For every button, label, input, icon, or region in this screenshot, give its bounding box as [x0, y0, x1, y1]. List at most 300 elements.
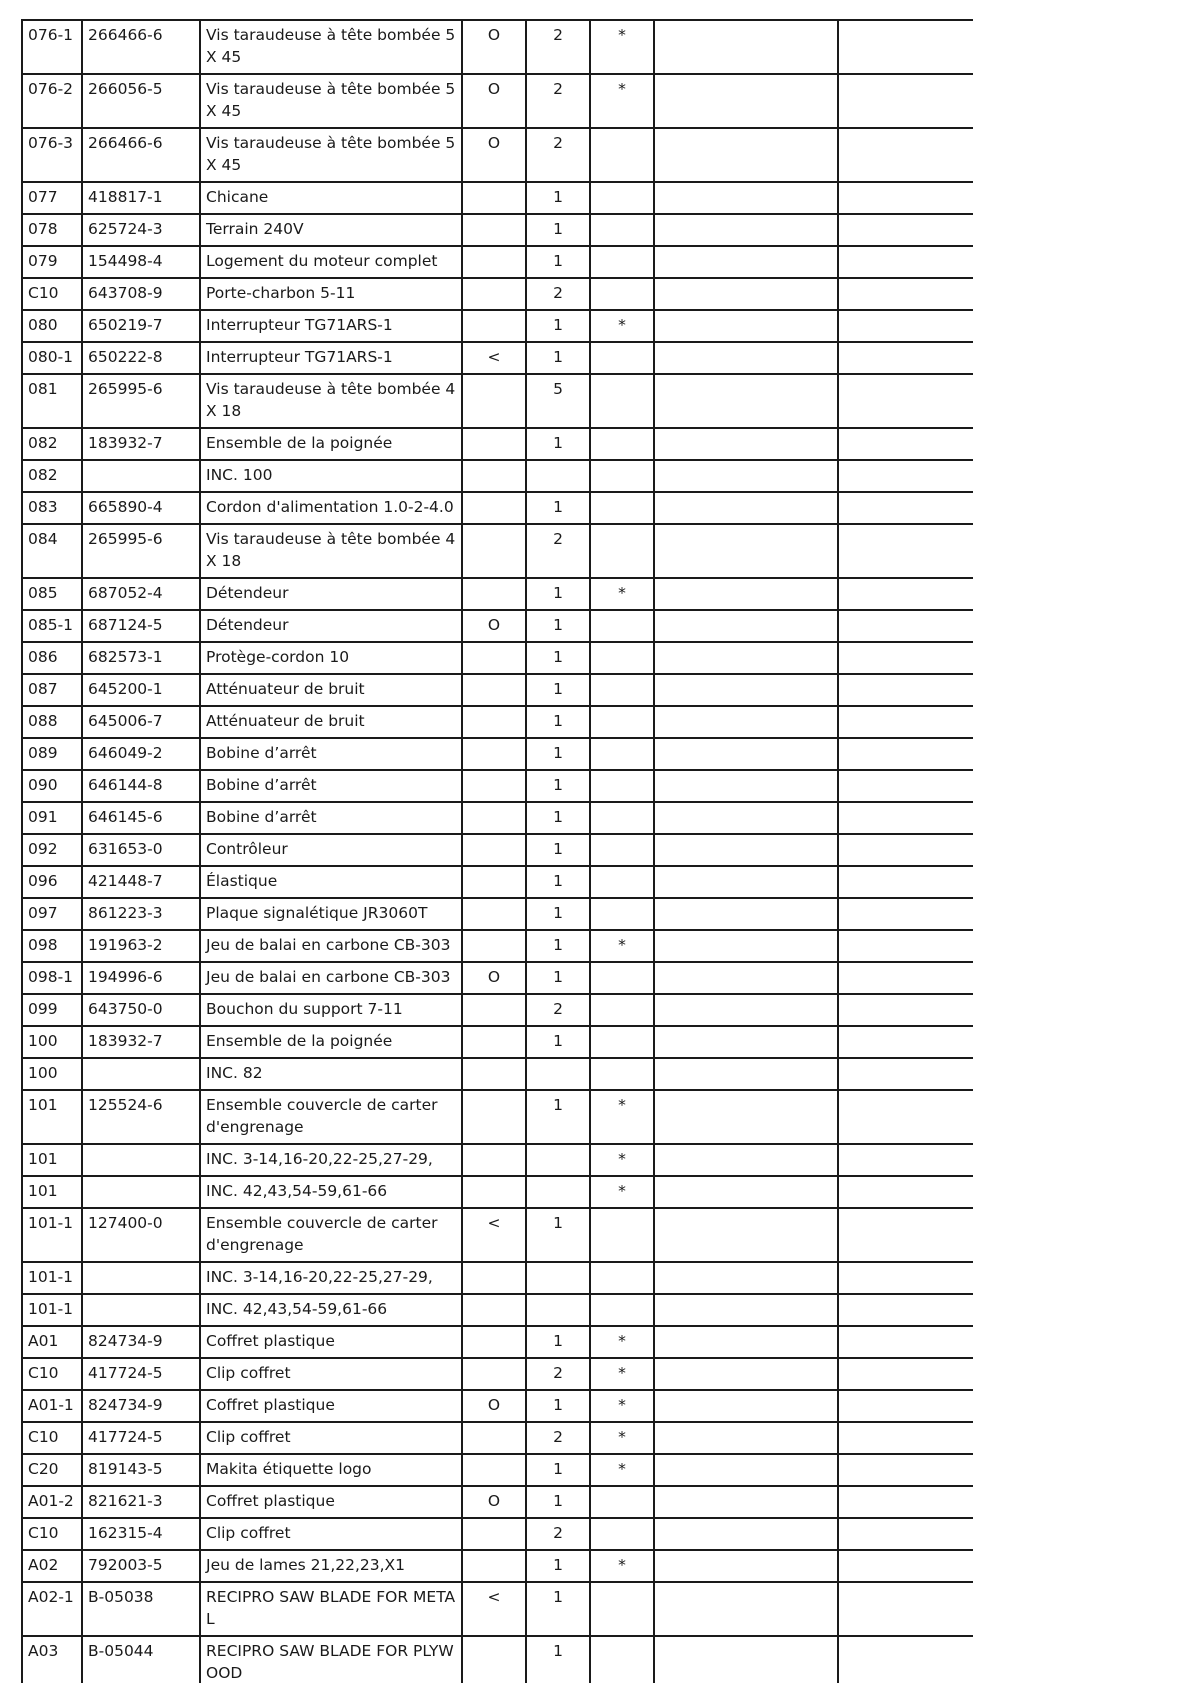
cell-quantity: 1	[526, 492, 590, 524]
cell-quantity: 1	[526, 428, 590, 460]
cell-empty-column-1	[654, 460, 838, 492]
cell-flag	[590, 1058, 654, 1090]
cell-flag	[590, 898, 654, 930]
cell-note-mark	[462, 738, 526, 770]
cell-note-mark	[462, 898, 526, 930]
cell-item-number: 096	[22, 866, 82, 898]
cell-note-mark	[462, 1358, 526, 1390]
cell-item-number: A02-1	[22, 1582, 82, 1636]
cell-part-number: 631653-0	[82, 834, 200, 866]
cell-flag: *	[590, 1550, 654, 1582]
cell-item-number: 101-1	[22, 1262, 82, 1294]
cell-flag	[590, 1486, 654, 1518]
cell-flag	[590, 1518, 654, 1550]
cell-empty-column-2	[838, 578, 973, 610]
cell-item-number: C10	[22, 1518, 82, 1550]
cell-description: Terrain 240V	[200, 214, 462, 246]
cell-item-number: 077	[22, 182, 82, 214]
cell-part-number: 266466-6	[82, 20, 200, 74]
cell-note-mark: O	[462, 20, 526, 74]
cell-item-number: 099	[22, 994, 82, 1026]
table-row	[22, 214, 973, 246]
cell-part-number: 687052-4	[82, 578, 200, 610]
cell-part-number: 625724-3	[82, 214, 200, 246]
cell-description: Interrupteur TG71ARS-1	[200, 310, 462, 342]
cell-empty-column-2	[838, 492, 973, 524]
cell-flag	[590, 524, 654, 578]
cell-note-mark	[462, 460, 526, 492]
cell-quantity: 1	[526, 1208, 590, 1262]
cell-item-number: 100	[22, 1058, 82, 1090]
cell-part-number: 125524-6	[82, 1090, 200, 1144]
cell-quantity: 1	[526, 770, 590, 802]
cell-flag: *	[590, 1326, 654, 1358]
cell-empty-column-1	[654, 182, 838, 214]
cell-empty-column-1	[654, 642, 838, 674]
cell-note-mark	[462, 1026, 526, 1058]
cell-flag: *	[590, 310, 654, 342]
cell-flag: *	[590, 1144, 654, 1176]
cell-description: Protège-cordon 10	[200, 642, 462, 674]
cell-part-number: B-05038	[82, 1582, 200, 1636]
cell-flag	[590, 834, 654, 866]
cell-empty-column-1	[654, 610, 838, 642]
cell-empty-column-1	[654, 1582, 838, 1636]
cell-empty-column-1	[654, 1454, 838, 1486]
cell-part-number: 417724-5	[82, 1422, 200, 1454]
cell-empty-column-1	[654, 214, 838, 246]
cell-item-number: 091	[22, 802, 82, 834]
table-row	[22, 1090, 973, 1144]
cell-item-number: 098	[22, 930, 82, 962]
cell-quantity: 1	[526, 310, 590, 342]
cell-description: Ensemble de la poignée	[200, 1026, 462, 1058]
cell-empty-column-2	[838, 1582, 973, 1636]
cell-empty-column-2	[838, 962, 973, 994]
cell-part-number: 792003-5	[82, 1550, 200, 1582]
cell-flag	[590, 428, 654, 460]
cell-note-mark	[462, 310, 526, 342]
cell-quantity: 1	[526, 214, 590, 246]
cell-item-number: 080	[22, 310, 82, 342]
cell-flag	[590, 994, 654, 1026]
cell-part-number: 646144-8	[82, 770, 200, 802]
cell-empty-column-2	[838, 428, 973, 460]
cell-flag	[590, 674, 654, 706]
cell-empty-column-1	[654, 962, 838, 994]
cell-flag	[590, 1262, 654, 1294]
cell-description: Bobine d’arrêt	[200, 738, 462, 770]
cell-empty-column-1	[654, 1144, 838, 1176]
cell-description: Coffret plastique	[200, 1326, 462, 1358]
cell-empty-column-2	[838, 1422, 973, 1454]
cell-part-number: 650219-7	[82, 310, 200, 342]
cell-quantity	[526, 1294, 590, 1326]
table-row	[22, 374, 973, 428]
cell-empty-column-2	[838, 278, 973, 310]
cell-description: Vis taraudeuse à tête bombée 4X 18	[200, 524, 462, 578]
cell-empty-column-1	[654, 1422, 838, 1454]
cell-quantity: 2	[526, 128, 590, 182]
cell-note-mark	[462, 994, 526, 1026]
cell-note-mark: O	[462, 610, 526, 642]
table-row	[22, 770, 973, 802]
cell-note-mark	[462, 1326, 526, 1358]
cell-item-number: 078	[22, 214, 82, 246]
cell-flag	[590, 866, 654, 898]
cell-empty-column-1	[654, 1262, 838, 1294]
cell-quantity	[526, 460, 590, 492]
table-row	[22, 674, 973, 706]
cell-empty-column-1	[654, 1636, 838, 1683]
cell-description: INC. 82	[200, 1058, 462, 1090]
cell-empty-column-2	[838, 1176, 973, 1208]
cell-note-mark	[462, 674, 526, 706]
cell-item-number: C20	[22, 1454, 82, 1486]
cell-description: Contrôleur	[200, 834, 462, 866]
cell-quantity: 1	[526, 898, 590, 930]
cell-description: Ensemble couvercle de carter d'engrenage	[200, 1090, 462, 1144]
cell-item-number: 076-2	[22, 74, 82, 128]
cell-note-mark	[462, 770, 526, 802]
cell-flag: *	[590, 578, 654, 610]
cell-empty-column-1	[654, 770, 838, 802]
cell-empty-column-1	[654, 578, 838, 610]
cell-item-number: 100	[22, 1026, 82, 1058]
cell-empty-column-2	[838, 834, 973, 866]
table-row	[22, 342, 973, 374]
cell-item-number: 101	[22, 1090, 82, 1144]
cell-quantity: 1	[526, 1390, 590, 1422]
cell-quantity: 1	[526, 866, 590, 898]
cell-quantity: 1	[526, 930, 590, 962]
cell-part-number: 665890-4	[82, 492, 200, 524]
cell-empty-column-1	[654, 738, 838, 770]
table-row	[22, 1486, 973, 1518]
cell-empty-column-1	[654, 802, 838, 834]
cell-part-number	[82, 1176, 200, 1208]
cell-part-number	[82, 1294, 200, 1326]
cell-note-mark: <	[462, 1582, 526, 1636]
cell-item-number: A01-2	[22, 1486, 82, 1518]
cell-empty-column-2	[838, 1518, 973, 1550]
cell-part-number: 265995-6	[82, 374, 200, 428]
table-row	[22, 278, 973, 310]
cell-description: Logement du moteur complet	[200, 246, 462, 278]
cell-part-number: 418817-1	[82, 182, 200, 214]
cell-note-mark: O	[462, 128, 526, 182]
cell-empty-column-1	[654, 1518, 838, 1550]
cell-item-number: A01-1	[22, 1390, 82, 1422]
cell-description: RECIPRO SAW BLADE FOR PLYWOOD	[200, 1636, 462, 1683]
cell-flag	[590, 1026, 654, 1058]
cell-part-number: 821621-3	[82, 1486, 200, 1518]
cell-note-mark	[462, 1294, 526, 1326]
table-row	[22, 1326, 973, 1358]
cell-flag	[590, 1636, 654, 1683]
cell-item-number: A03	[22, 1636, 82, 1683]
cell-item-number: 081	[22, 374, 82, 428]
cell-description: Coffret plastique	[200, 1390, 462, 1422]
cell-item-number: 101	[22, 1176, 82, 1208]
cell-note-mark: <	[462, 1208, 526, 1262]
cell-flag: *	[590, 1454, 654, 1486]
cell-quantity: 1	[526, 182, 590, 214]
cell-quantity	[526, 1176, 590, 1208]
cell-part-number: 650222-8	[82, 342, 200, 374]
cell-description: INC. 100	[200, 460, 462, 492]
cell-empty-column-1	[654, 994, 838, 1026]
cell-description: Élastique	[200, 866, 462, 898]
cell-empty-column-2	[838, 642, 973, 674]
cell-flag: *	[590, 1358, 654, 1390]
cell-empty-column-2	[838, 20, 973, 74]
cell-note-mark	[462, 1262, 526, 1294]
table-row	[22, 610, 973, 642]
cell-note-mark	[462, 524, 526, 578]
cell-part-number: 417724-5	[82, 1358, 200, 1390]
cell-empty-column-1	[654, 74, 838, 128]
cell-note-mark	[462, 930, 526, 962]
cell-description: Ensemble couvercle de carter d'engrenage	[200, 1208, 462, 1262]
cell-empty-column-1	[654, 492, 838, 524]
cell-description: INC. 3-14,16-20,22-25,27-29,	[200, 1144, 462, 1176]
cell-quantity: 1	[526, 962, 590, 994]
cell-item-number: C10	[22, 1358, 82, 1390]
cell-empty-column-2	[838, 1636, 973, 1683]
cell-part-number: 646049-2	[82, 738, 200, 770]
table-row	[22, 460, 973, 492]
table-row	[22, 642, 973, 674]
cell-part-number: 266466-6	[82, 128, 200, 182]
cell-flag: *	[590, 1422, 654, 1454]
table-row	[22, 1208, 973, 1262]
cell-part-number: 191963-2	[82, 930, 200, 962]
cell-flag	[590, 278, 654, 310]
cell-item-number: 076-1	[22, 20, 82, 74]
cell-quantity: 2	[526, 278, 590, 310]
cell-flag	[590, 1582, 654, 1636]
parts-list-page	[21, 0, 973, 1683]
cell-empty-column-2	[838, 1026, 973, 1058]
cell-quantity: 1	[526, 578, 590, 610]
cell-description: Clip coffret	[200, 1422, 462, 1454]
cell-item-number: 101	[22, 1144, 82, 1176]
cell-part-number: 127400-0	[82, 1208, 200, 1262]
cell-note-mark	[462, 278, 526, 310]
cell-empty-column-1	[654, 1550, 838, 1582]
cell-quantity	[526, 1144, 590, 1176]
cell-empty-column-2	[838, 1486, 973, 1518]
cell-description: Atténuateur de bruit	[200, 674, 462, 706]
table-row	[22, 962, 973, 994]
cell-description: Atténuateur de bruit	[200, 706, 462, 738]
cell-flag	[590, 128, 654, 182]
cell-note-mark	[462, 1058, 526, 1090]
cell-item-number: 079	[22, 246, 82, 278]
cell-item-number: 098-1	[22, 962, 82, 994]
cell-quantity: 2	[526, 1422, 590, 1454]
cell-quantity	[526, 1058, 590, 1090]
table-row	[22, 20, 973, 74]
cell-flag	[590, 1208, 654, 1262]
cell-part-number	[82, 460, 200, 492]
table-row	[22, 1582, 973, 1636]
cell-empty-column-2	[838, 182, 973, 214]
cell-note-mark	[462, 1176, 526, 1208]
table-row	[22, 1358, 973, 1390]
cell-empty-column-2	[838, 994, 973, 1026]
table-row	[22, 492, 973, 524]
cell-part-number: 183932-7	[82, 428, 200, 460]
cell-empty-column-1	[654, 930, 838, 962]
cell-part-number: 645200-1	[82, 674, 200, 706]
cell-quantity: 2	[526, 1358, 590, 1390]
cell-empty-column-2	[838, 74, 973, 128]
cell-empty-column-1	[654, 898, 838, 930]
cell-part-number: 194996-6	[82, 962, 200, 994]
cell-flag: *	[590, 930, 654, 962]
cell-flag	[590, 802, 654, 834]
cell-empty-column-2	[838, 1262, 973, 1294]
cell-empty-column-2	[838, 1326, 973, 1358]
cell-flag: *	[590, 20, 654, 74]
cell-empty-column-2	[838, 1358, 973, 1390]
table-row	[22, 128, 973, 182]
cell-empty-column-2	[838, 524, 973, 578]
cell-quantity: 1	[526, 1636, 590, 1683]
cell-part-number: 682573-1	[82, 642, 200, 674]
cell-description: Chicane	[200, 182, 462, 214]
cell-note-mark	[462, 834, 526, 866]
cell-part-number: 819143-5	[82, 1454, 200, 1486]
cell-flag: *	[590, 74, 654, 128]
table-row	[22, 578, 973, 610]
cell-quantity: 1	[526, 1326, 590, 1358]
cell-empty-column-1	[654, 1090, 838, 1144]
cell-flag	[590, 214, 654, 246]
cell-part-number: 645006-7	[82, 706, 200, 738]
cell-item-number: C10	[22, 1422, 82, 1454]
cell-quantity: 1	[526, 246, 590, 278]
table-row	[22, 1262, 973, 1294]
table-row	[22, 1454, 973, 1486]
cell-part-number: 824734-9	[82, 1326, 200, 1358]
table-row	[22, 1294, 973, 1326]
cell-empty-column-2	[838, 1454, 973, 1486]
cell-item-number: 083	[22, 492, 82, 524]
cell-quantity: 1	[526, 1090, 590, 1144]
cell-note-mark	[462, 1636, 526, 1683]
cell-part-number: 643750-0	[82, 994, 200, 1026]
cell-note-mark	[462, 1422, 526, 1454]
parts-table	[21, 19, 973, 1683]
table-row	[22, 428, 973, 460]
table-row	[22, 898, 973, 930]
cell-note-mark	[462, 578, 526, 610]
cell-empty-column-2	[838, 1294, 973, 1326]
table-row	[22, 994, 973, 1026]
cell-flag	[590, 460, 654, 492]
cell-empty-column-1	[654, 706, 838, 738]
cell-note-mark: O	[462, 1486, 526, 1518]
cell-part-number: 421448-7	[82, 866, 200, 898]
cell-flag	[590, 642, 654, 674]
cell-empty-column-2	[838, 802, 973, 834]
table-row	[22, 310, 973, 342]
cell-empty-column-2	[838, 214, 973, 246]
cell-empty-column-1	[654, 342, 838, 374]
cell-description: INC. 42,43,54-59,61-66	[200, 1294, 462, 1326]
cell-empty-column-2	[838, 1550, 973, 1582]
table-row	[22, 834, 973, 866]
cell-empty-column-1	[654, 428, 838, 460]
cell-empty-column-2	[838, 898, 973, 930]
cell-flag	[590, 610, 654, 642]
cell-empty-column-1	[654, 1058, 838, 1090]
cell-flag	[590, 738, 654, 770]
cell-empty-column-2	[838, 738, 973, 770]
cell-quantity: 2	[526, 994, 590, 1026]
table-row	[22, 1176, 973, 1208]
cell-empty-column-2	[838, 374, 973, 428]
cell-description: Plaque signalétique JR3060T	[200, 898, 462, 930]
cell-empty-column-1	[654, 278, 838, 310]
cell-quantity: 1	[526, 706, 590, 738]
cell-part-number	[82, 1262, 200, 1294]
cell-quantity: 1	[526, 342, 590, 374]
cell-quantity: 2	[526, 20, 590, 74]
cell-note-mark	[462, 214, 526, 246]
cell-item-number: 080-1	[22, 342, 82, 374]
cell-part-number: B-05044	[82, 1636, 200, 1683]
cell-description: Bobine d’arrêt	[200, 770, 462, 802]
cell-item-number: 090	[22, 770, 82, 802]
cell-quantity: 1	[526, 610, 590, 642]
cell-empty-column-2	[838, 246, 973, 278]
cell-quantity: 2	[526, 1518, 590, 1550]
cell-quantity: 2	[526, 74, 590, 128]
cell-empty-column-1	[654, 246, 838, 278]
cell-note-mark	[462, 706, 526, 738]
cell-item-number: 082	[22, 428, 82, 460]
cell-note-mark	[462, 492, 526, 524]
cell-flag	[590, 706, 654, 738]
table-row	[22, 1422, 973, 1454]
cell-part-number: 154498-4	[82, 246, 200, 278]
cell-item-number: C10	[22, 278, 82, 310]
cell-quantity: 1	[526, 1486, 590, 1518]
cell-description: Vis taraudeuse à tête bombée 5X 45	[200, 128, 462, 182]
cell-item-number: 084	[22, 524, 82, 578]
cell-note-mark	[462, 642, 526, 674]
cell-description: Coffret plastique	[200, 1486, 462, 1518]
cell-note-mark: O	[462, 74, 526, 128]
cell-description: INC. 3-14,16-20,22-25,27-29,	[200, 1262, 462, 1294]
cell-quantity: 1	[526, 674, 590, 706]
table-row	[22, 1026, 973, 1058]
cell-description: Vis taraudeuse à tête bombée 4X 18	[200, 374, 462, 428]
table-row	[22, 246, 973, 278]
cell-note-mark	[462, 182, 526, 214]
table-row	[22, 866, 973, 898]
cell-note-mark	[462, 374, 526, 428]
cell-flag: *	[590, 1176, 654, 1208]
cell-quantity: 1	[526, 1454, 590, 1486]
cell-description: INC. 42,43,54-59,61-66	[200, 1176, 462, 1208]
cell-note-mark	[462, 1518, 526, 1550]
cell-empty-column-1	[654, 1326, 838, 1358]
